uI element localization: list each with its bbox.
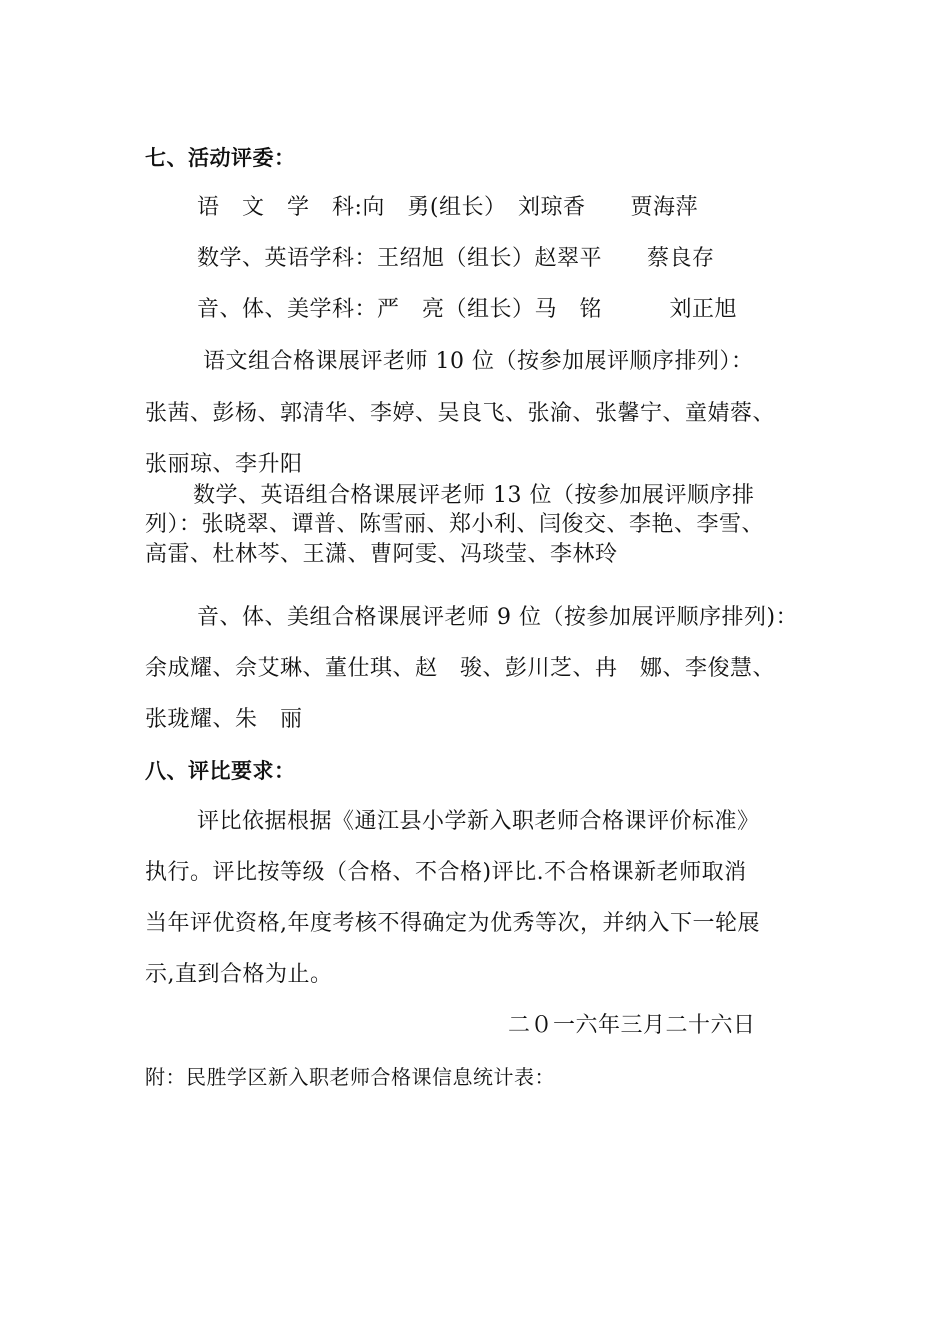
- math-group-line-3: 高雷、杜林芩、王潇、曹阿雯、冯琰莹、李林玲: [145, 542, 618, 567]
- document-date: 二０一六年三月二十六日: [508, 1013, 756, 1038]
- art-group-names-2: 张珑耀、朱 丽: [145, 707, 303, 732]
- chinese-group-names-2: 张丽琼、李升阳: [145, 452, 303, 477]
- judges-chinese: 语 文 学 科:向 勇(组长） 刘琼香 贾海萍: [197, 195, 698, 220]
- section-7-heading: 七、活动评委：: [145, 146, 296, 170]
- requirements-line-2: 执行。评比按等级（合格、不合格)评比.不合格课新老师取消: [145, 860, 747, 885]
- judges-math-english: 数学、英语学科：王绍旭（组长）赵翠平 蔡良存: [197, 246, 715, 271]
- judges-music-pe-art: 音、体、美学科：严 亮（组长）马 铭 刘正旭: [197, 297, 738, 322]
- requirements-line-4: 示,直到合格为止。: [145, 962, 333, 987]
- appendix-note: 附：民胜学区新入职老师合格课信息统计表：: [145, 1065, 555, 1089]
- requirements-line-1: 评比依据根据《通江县小学新入职老师合格课评价标准》: [197, 809, 760, 834]
- art-group-intro: 音、体、美组合格课展评老师 9 位（按参加展评顺序排列)：: [197, 605, 799, 630]
- requirements-line-3: 当年评优资格,年度考核不得确定为优秀等次，并纳入下一轮展: [145, 911, 760, 936]
- art-group-names-1: 余成耀、佘艾琳、董仕琪、赵 骏、彭川芝、冉 娜、李俊慧、: [145, 656, 776, 681]
- section-8-heading: 八、评比要求：: [145, 759, 296, 783]
- math-group-line-2: 列）：张晓翠、谭普、陈雪丽、郑小利、闫俊交、李艳、李雪、: [145, 512, 765, 537]
- chinese-group-names-1: 张茜、彭杨、郭清华、李婷、吴良飞、张渝、张馨宁、童婧蓉、: [145, 401, 776, 426]
- chinese-group-intro: 语文组合格课展评老师 10 位（按参加展评顺序排列）：: [203, 349, 754, 374]
- math-group-line-1: 数学、英语组合格课展评老师 13 位（按参加展评顺序排: [193, 483, 755, 508]
